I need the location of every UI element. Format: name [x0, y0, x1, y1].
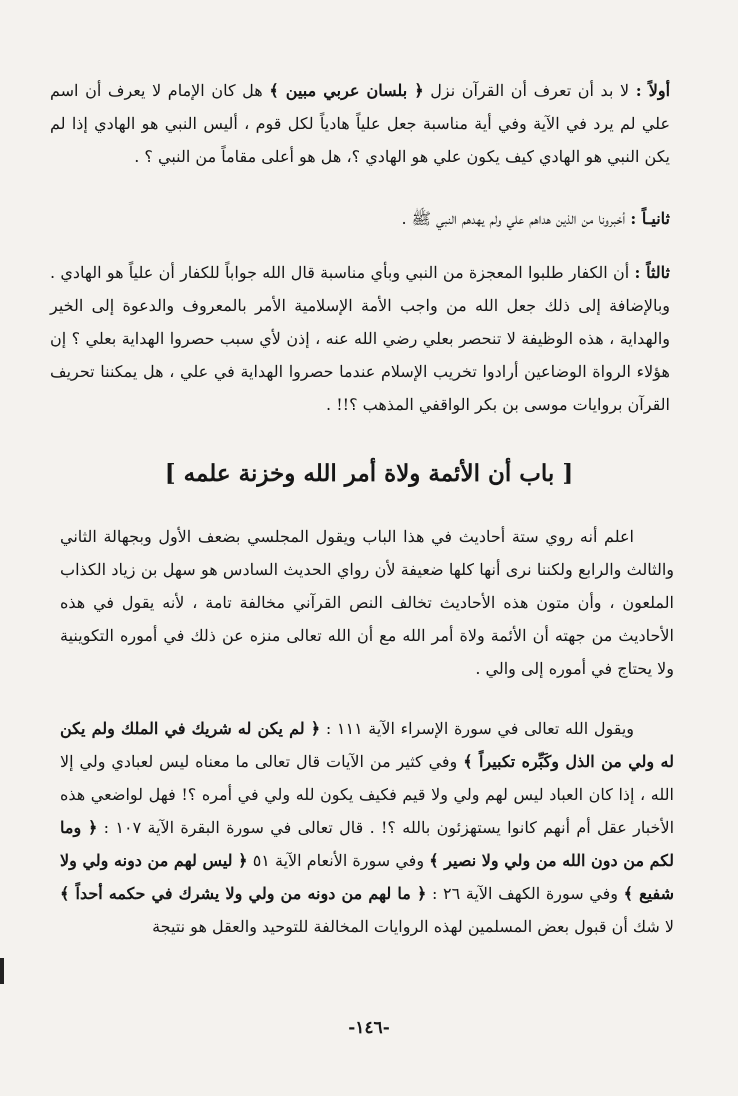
point-third-text: أن الكفار طلبوا المعجزة من النبي وبأي مناسبة قال الله جواباً للكفار أن علياً هو الهادي . وبالإضافة إلى ذلك جعل الله من واجب الأمة الإسلامية الأمر بالمعروف والدعوة إلى الخير والهداية ، هذه الوظيفة لا تنحصر بعلي رضي الله عنه ، إذن لأي سبب حصروا الهداية بعلي ؟ إن هؤلاء الرواة الوضاعين أرادوا تخريب الإسلام عندما حصروا الهداية في علي ، هل يمكننا تحريف القرآن بروايات موسى بن بكر الواقفي المذهب ؟!! . [50, 263, 670, 414]
paragraph-text: لا شك أن قبول بعض المسلمين لهذه الروايات المخالفة للتوحيد والعقل هو نتيجة [152, 917, 674, 936]
point-third-label: ثالثاً : [634, 263, 671, 282]
point-second [50, 202, 670, 235]
point-third [50, 256, 670, 421]
quran-quote: ﴿ ليس لهم من دونه ولي ولا شفيع ﴾ [60, 851, 674, 903]
point-first [50, 74, 670, 173]
paragraph-hadith-narrations: اعلم أنه روي ستة أحاديث في هذا الباب ويقول المجلسي بضعف الأول وبجهالة الثاني والثالث والرابع ولكننا نرى أنها كلها ضعيفة لأن رواي الحديث السادس هو سهل بن زياد الكذاب الملعون ، وأن متون هذه الأحاديث تخالف النص القرآني مخالفة تامة ، لأنه يقول في هذه الأحاديث من جهته أن الأئمة ولاة أمر الله مع أن الله تعالى منزه عن ذلك في أموره التكوينية ولا يحتاج في أموره إلى والي . [60, 527, 675, 678]
page-edge-mark [0, 958, 4, 984]
paragraph-text: وفي سورة الأنعام الآية ٥١ [247, 851, 430, 870]
point-first-label: أولاً : [635, 81, 671, 100]
quran-quote: ﴿ بلسان عربي مبين ﴾ [269, 81, 424, 100]
paragraph-text: وفي كثير من الآيات قال تعالى ما معناه ليس لعبادي ولي إلا الله ، إذا كان العباد ليس لهم ولي ولا قيم فكيف يكون لله ولي في أمره ؟! فهل لواضعي هذه الأخبار عقل أم أنهم كانوا يستهزئون بالله ؟! . قال تعالى في سورة البقرة الآية ١٠٧ : [60, 752, 675, 837]
point-first-text-b: هل كان الإمام لا يعرف أن اسم علي لم يرد في الآية وفي أية مناسبة جعل علياً هادياً لكل قوم ، أليس النبي هو الهادي إذا لم يكن النبي هو الهادي كيف يكون علي هو الهادي ؟، هل هو أعلى مقاماً من النبي ؟ . [50, 81, 670, 166]
paragraph-text: ويقول الله تعالى في سورة الإسراء الآية ١١١ : [320, 719, 635, 738]
point-first-text-a: لا بد أن تعرف أن القرآن نزل [423, 81, 636, 100]
quran-quote: ﴿ وما لكم من دون الله من ولي ولا نصير ﴾ [60, 818, 675, 870]
chapter-heading: [ باب أن الأئمة ولاة أمر الله وخزنة علمه ] [164, 460, 574, 487]
quran-quote: ﴿ ما لهم من دونه من ولي ولا يشرك في حكمه أحداً ﴾ [60, 884, 427, 903]
paragraph-text: وفي سورة الكهف الآية ٢٦ : [426, 884, 624, 903]
page-number: -١٤٦- [348, 1018, 390, 1038]
point-second-label: ثانيـاً : [630, 209, 670, 228]
paragraph-quran-verses [60, 712, 674, 943]
quran-quote: ﴿ لم يكن له شريك في الملك ولم يكن له ولي من الذل وكَبِّره تكبيراً ﴾ [60, 719, 674, 771]
point-second-text: أخبرونا من الذين هداهم علي ولم يهدهم النبي ﷺ . [401, 209, 631, 228]
